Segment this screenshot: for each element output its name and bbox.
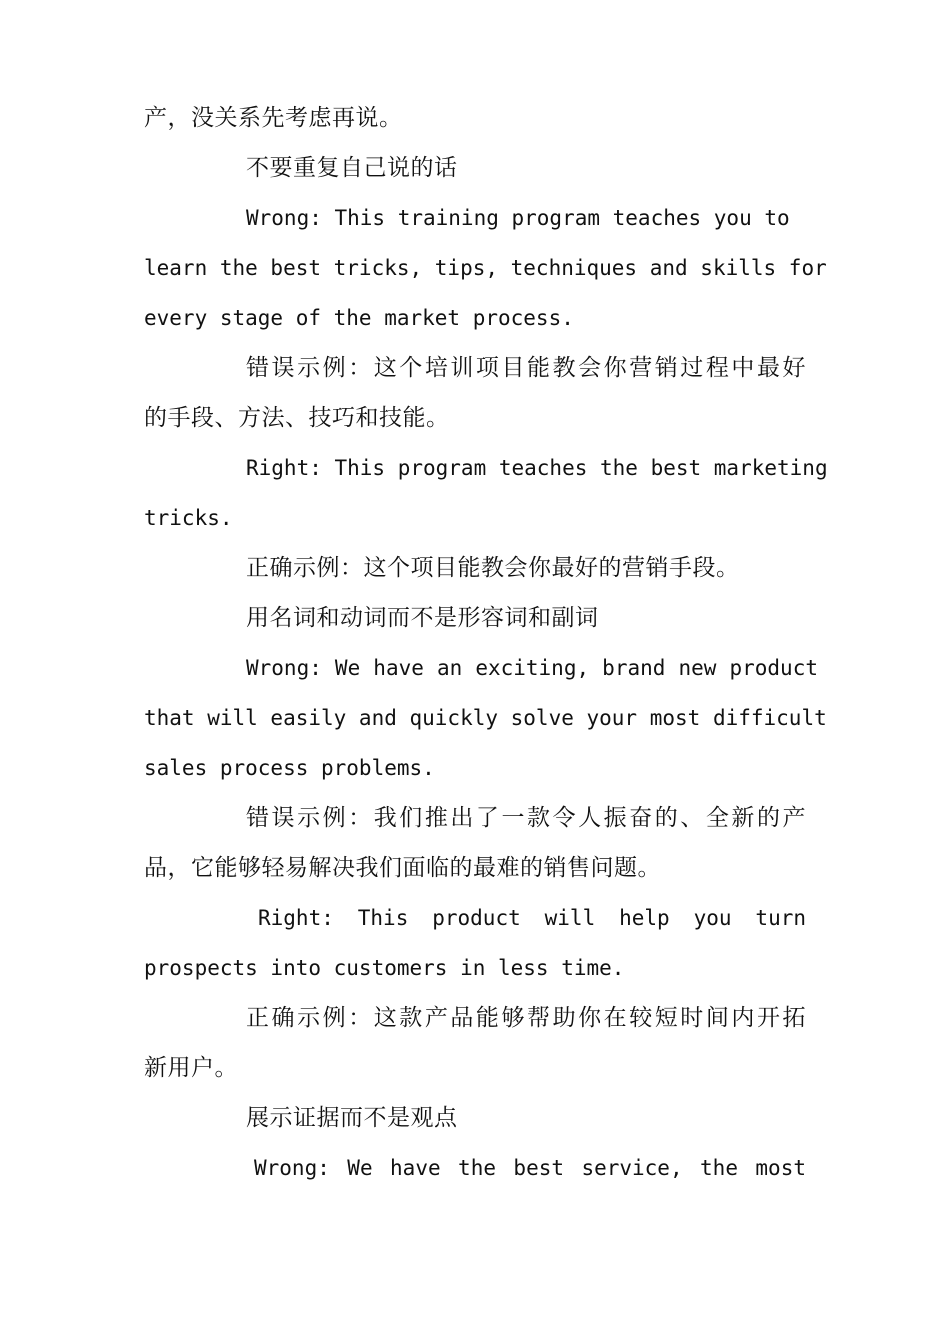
text-line: tricks. bbox=[144, 506, 233, 530]
text-line: 品，它能够轻易解决我们面临的最难的销售问题。 bbox=[144, 855, 661, 881]
text-line: sales process problems. bbox=[144, 756, 435, 780]
text-line: that will easily and quickly solve your most difficult bbox=[144, 706, 827, 730]
text-line: Right: This product will help you turn bbox=[258, 906, 806, 930]
text-line: learn the best tricks, tips, techniques and skills for bbox=[144, 256, 827, 280]
text-line: 产，没关系先考虑再说。 bbox=[144, 105, 403, 131]
section-heading: 不要重复自己说的话 bbox=[246, 155, 458, 181]
text-line: every stage of the market process. bbox=[144, 306, 574, 330]
text-line: 错误示例：这个培训项目能教会你营销过程中最好 bbox=[246, 355, 806, 381]
text-line: Wrong: We have an exciting, brand new product bbox=[246, 656, 818, 680]
text-line: 错误示例：我们推出了一款令人振奋的、全新的产 bbox=[246, 805, 806, 831]
text-line: 正确示例：这个项目能教会你最好的营销手段。 bbox=[246, 555, 740, 581]
text-line: Wrong: This training program teaches you to bbox=[246, 206, 790, 230]
text-line: prospects into customers in less time. bbox=[144, 956, 625, 980]
text-line: Right: This program teaches the best marketing bbox=[246, 456, 828, 480]
text-line: 的手段、方法、技巧和技能。 bbox=[144, 405, 450, 431]
section-heading: 用名词和动词而不是形容词和副词 bbox=[246, 605, 599, 631]
section-heading: 展示证据而不是观点 bbox=[246, 1105, 458, 1131]
text-line: 正确示例：这款产品能够帮助你在较短时间内开拓 bbox=[246, 1005, 806, 1031]
text-line: Wrong: We have the best service, the most bbox=[254, 1156, 806, 1180]
text-line: 新用户。 bbox=[144, 1055, 238, 1081]
